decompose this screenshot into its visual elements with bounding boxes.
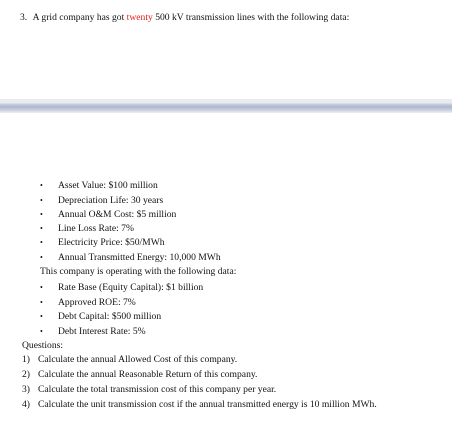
intro-text-after: 500 kV transmission lines with the following data:: [152, 12, 350, 23]
question-text: Calculate the total transmission cost of this company per year.: [38, 384, 277, 395]
line-data-item: Annual O&M Cost: $5 million: [58, 209, 177, 220]
question-text: Calculate the annual Reasonable Return of this company.: [38, 369, 258, 380]
question-number: 2): [22, 369, 30, 380]
bullet-icon: •: [40, 312, 43, 321]
question-text: Calculate the annual Allowed Cost of this company.: [38, 354, 238, 365]
questions-heading: Questions:: [22, 340, 64, 351]
bullet-icon: •: [40, 327, 43, 336]
company-data-item: Debt Capital: $500 million: [58, 311, 162, 322]
bullet-icon: •: [40, 298, 43, 307]
line-data-item: Asset Value: $100 million: [58, 180, 158, 191]
problem-statement: [20, 12, 349, 24]
question-number: 1): [22, 354, 30, 365]
line-data-item: Depreciation Life: 30 years: [58, 195, 164, 206]
problem-number: 3.: [20, 12, 28, 23]
bullet-icon: •: [40, 224, 43, 233]
bullet-icon: •: [40, 210, 43, 219]
question-number: 4): [22, 399, 30, 410]
bullet-icon: •: [40, 196, 43, 205]
section-divider: [0, 99, 452, 113]
problem-intro: [33, 12, 350, 23]
company-data-item: Debt Interest Rate: 5%: [58, 326, 146, 337]
bullet-icon: •: [40, 238, 43, 247]
question-number: 3): [22, 384, 30, 395]
intro-text-before: A grid company has got: [32, 12, 127, 23]
company-data-item: Rate Base (Equity Capital): $1 billion: [58, 282, 204, 293]
line-data-item: Electricity Price: $50/MWh: [58, 237, 165, 248]
company-data-item: Approved ROE: 7%: [58, 297, 136, 308]
line-data-item: Annual Transmitted Energy: 10,000 MWh: [58, 252, 221, 263]
bullet-icon: •: [40, 253, 43, 262]
bullet-icon: •: [40, 283, 43, 292]
line-data-item: Line Loss Rate: 7%: [58, 223, 134, 234]
bullet-icon: •: [40, 181, 43, 190]
question-text: Calculate the unit transmission cost if the annual transmitted energy is 10 million MWh.: [38, 399, 377, 410]
company-intro: This company is operating with the following data:: [40, 266, 237, 277]
intro-highlight: twenty: [126, 12, 153, 23]
